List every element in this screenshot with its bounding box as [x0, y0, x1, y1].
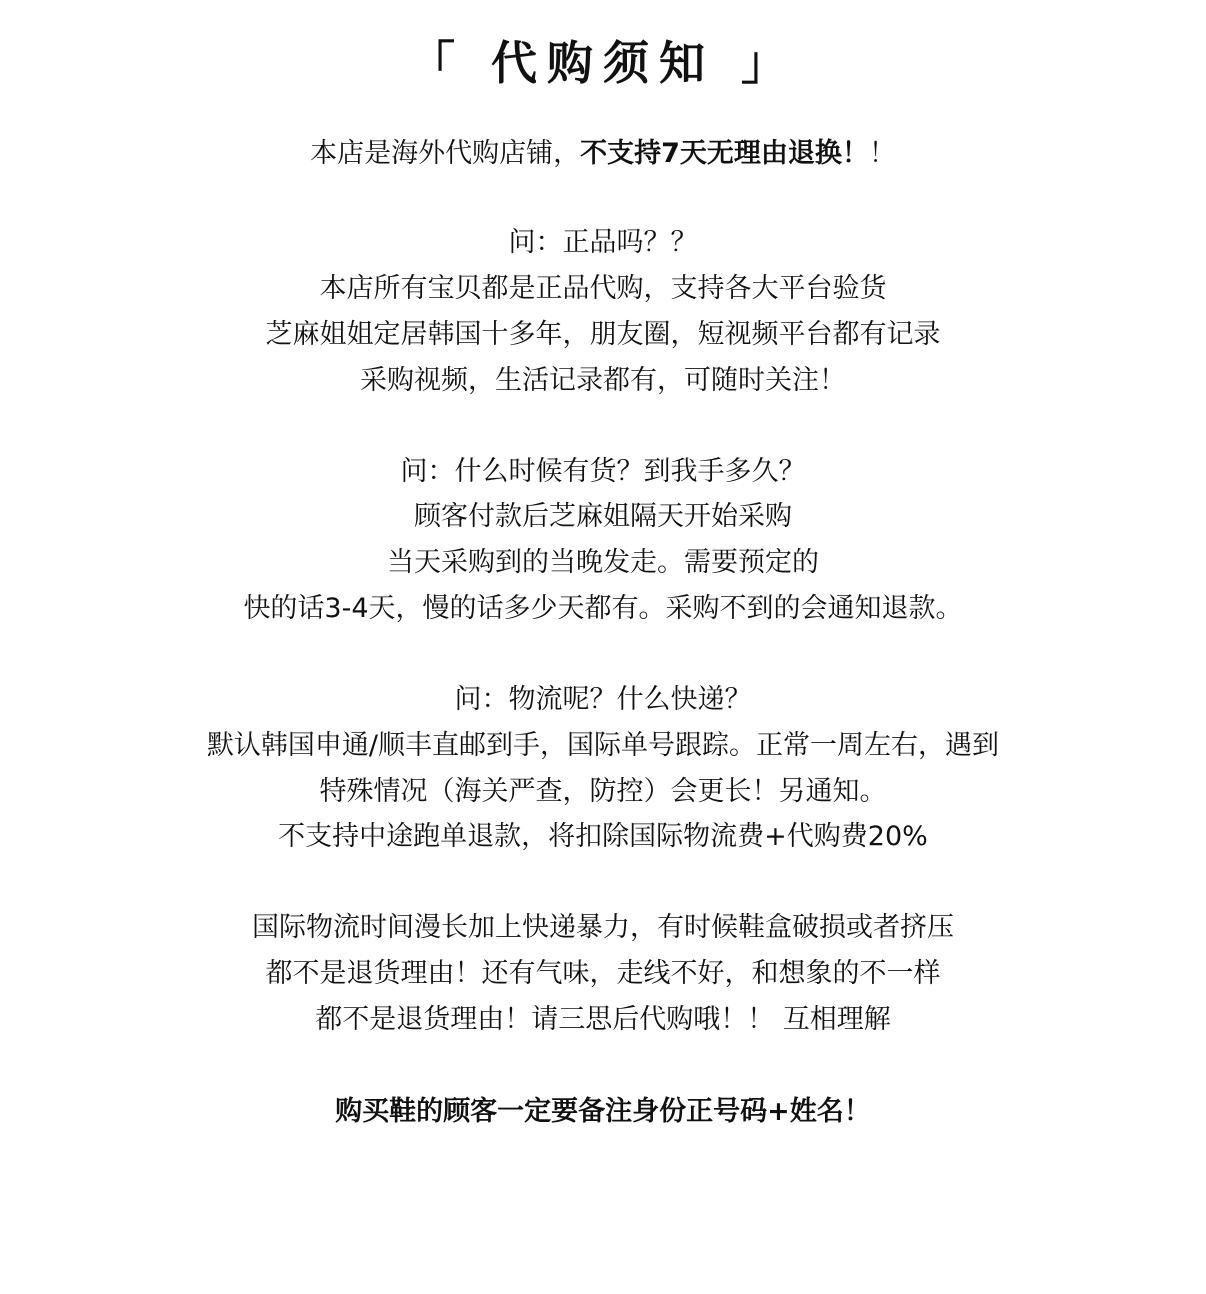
intro-line	[0, 134, 1206, 174]
answer-line: 本店所有宝贝都是正品代购，支持各大平台验货	[319, 273, 887, 304]
answer-line: 采购视频，生活记录都有，可随时关注！	[360, 365, 846, 396]
answer-line: 快的话3-4天，慢的话多少天都有。采购不到的会通知退款。	[243, 593, 963, 624]
answer-line: 当天采购到的当晚发走。需要预定的	[387, 547, 819, 578]
answer-line: 顾客付款后芝麻姐隔天开始采购	[414, 501, 792, 532]
answer-line: 默认韩国申通/顺丰直邮到手，国际单号跟踪。正常一周左右，遇到	[206, 730, 1000, 761]
intro-no-return-notice: 不支持7天无理由退换！	[580, 138, 869, 169]
answer-line: 芝麻姐姐定居韩国十多年，朋友圈，短视频平台都有记录	[265, 319, 941, 350]
question-authentic: 问：正品吗？？	[508, 227, 698, 258]
returns-policy-line: 国际物流时间漫长加上快递暴力，有时候鞋盒破损或者挤压	[252, 912, 954, 943]
footer-note: 购买鞋的顾客一定要备注身份正号码+姓名！	[335, 1096, 871, 1127]
question-stock: 问：什么时候有货？到我手多久？	[400, 456, 806, 487]
answer-line: 不支持中途跑单退款，将扣除国际物流费+代购费20%	[278, 821, 928, 852]
answer-line: 特殊情况（海关严查，防控）会更长！另通知。	[319, 776, 887, 807]
returns-policy-line: 都不是退货理由！请三思后代购哦！！ 互相理解	[315, 1004, 891, 1035]
returns-policy-line: 都不是退货理由！还有气味，走线不好，和想象的不一样	[265, 958, 941, 989]
intro-text: 本店是海外代购店铺，	[310, 138, 581, 169]
page-title: 「 代购须知 」	[408, 36, 798, 90]
question-shipping: 问：物流呢？什么快递？	[454, 684, 752, 715]
intro-tail: ！	[868, 138, 896, 169]
